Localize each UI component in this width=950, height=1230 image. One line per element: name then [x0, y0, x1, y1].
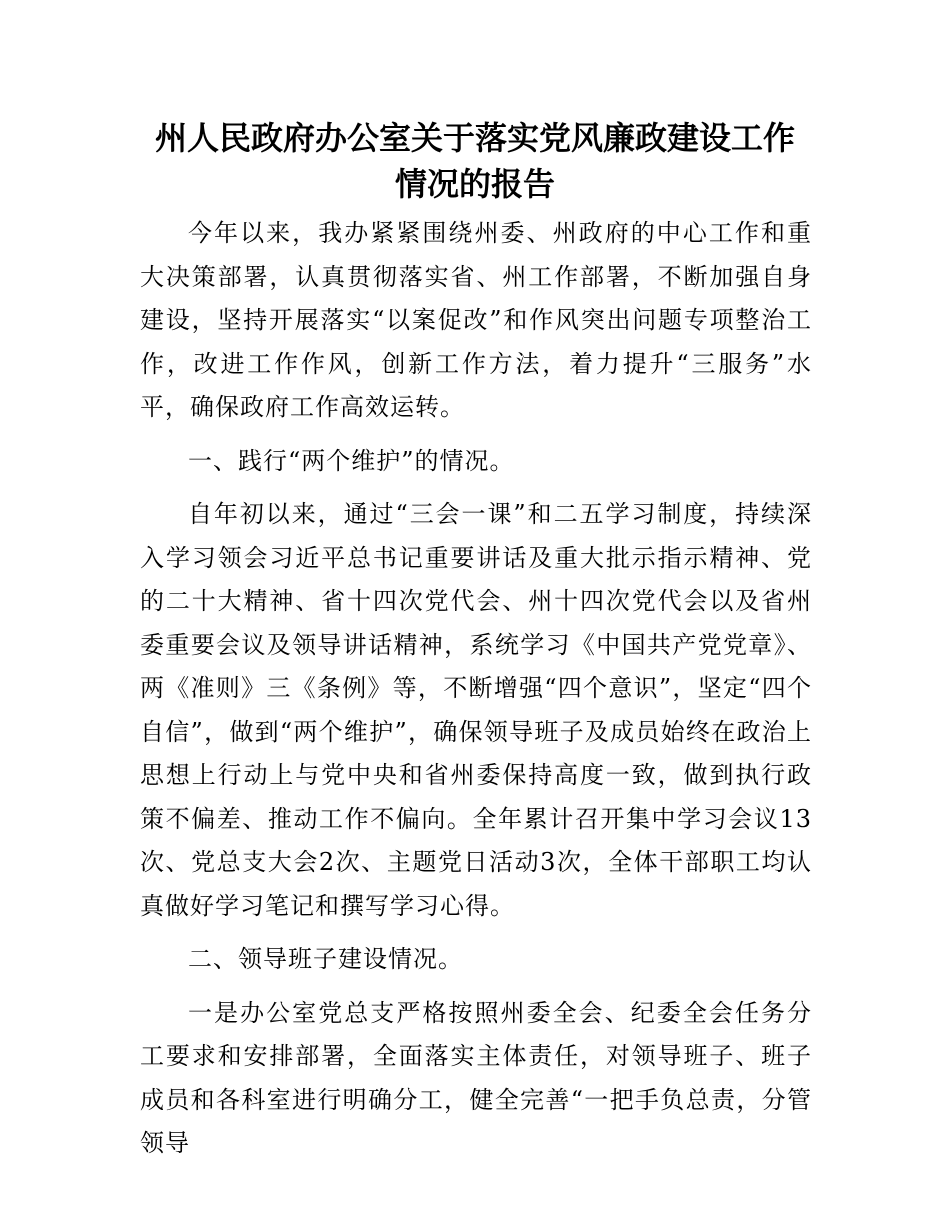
section-2-paragraph: 一是办公室党总支严格按照州委全会、纪委全会任务分工要求和安排部署，全面落实主体责任，对领导班子、班子成员和各科室进行明确分工，健全完善“一把手负总责，分管领导 — [140, 998, 812, 1157]
document-title-line-1: 州人民政府办公室关于落实党风廉政建设工作 — [154, 119, 795, 157]
intro-paragraph: 今年以来，我办紧紧围绕州委、州政府的中心工作和重大决策部署，认真贯彻落实省、州工作部署，不断加强自身建设，坚持开展落实“以案促改”和作风突出问题专项整治工作，改进工作作风，创新工作方法，着力提升“三服务”水平，确保政府工作高效运转。 — [140, 219, 812, 421]
document-body — [140, 212, 812, 1176]
document-title-line-2: 情况的报告 — [394, 165, 555, 203]
section-heading-2: 二、领导班子建设情况。 — [188, 945, 463, 973]
section-1-paragraph: 自年初以来，通过“三会一课”和二五学习制度，持续深入学习领会习近平总书记重要讲话及重大批示指示精神、党的二十大精神、省十四次党代会、州十四次党代会以及省州委重要会议及领导讲话精神，系统学习《中国共产党党章》、两《准则》三《条例》等，不断增强“四个意识”，坚定“四个自信”，做到“两个维护”，确保领导班子及成员始终在政治上思想上行动上与党中央和省州委保持高度一致，做到执行政策不偏差、推动工作不偏向。全年累计召开集中学习会议13次、党总支大会2次、主题党日活动3次，全体干部职工均认真做好学习笔记和撰写学习心得。 — [140, 500, 812, 920]
section-heading-1: 一、践行“两个维护”的情况。 — [188, 446, 515, 475]
